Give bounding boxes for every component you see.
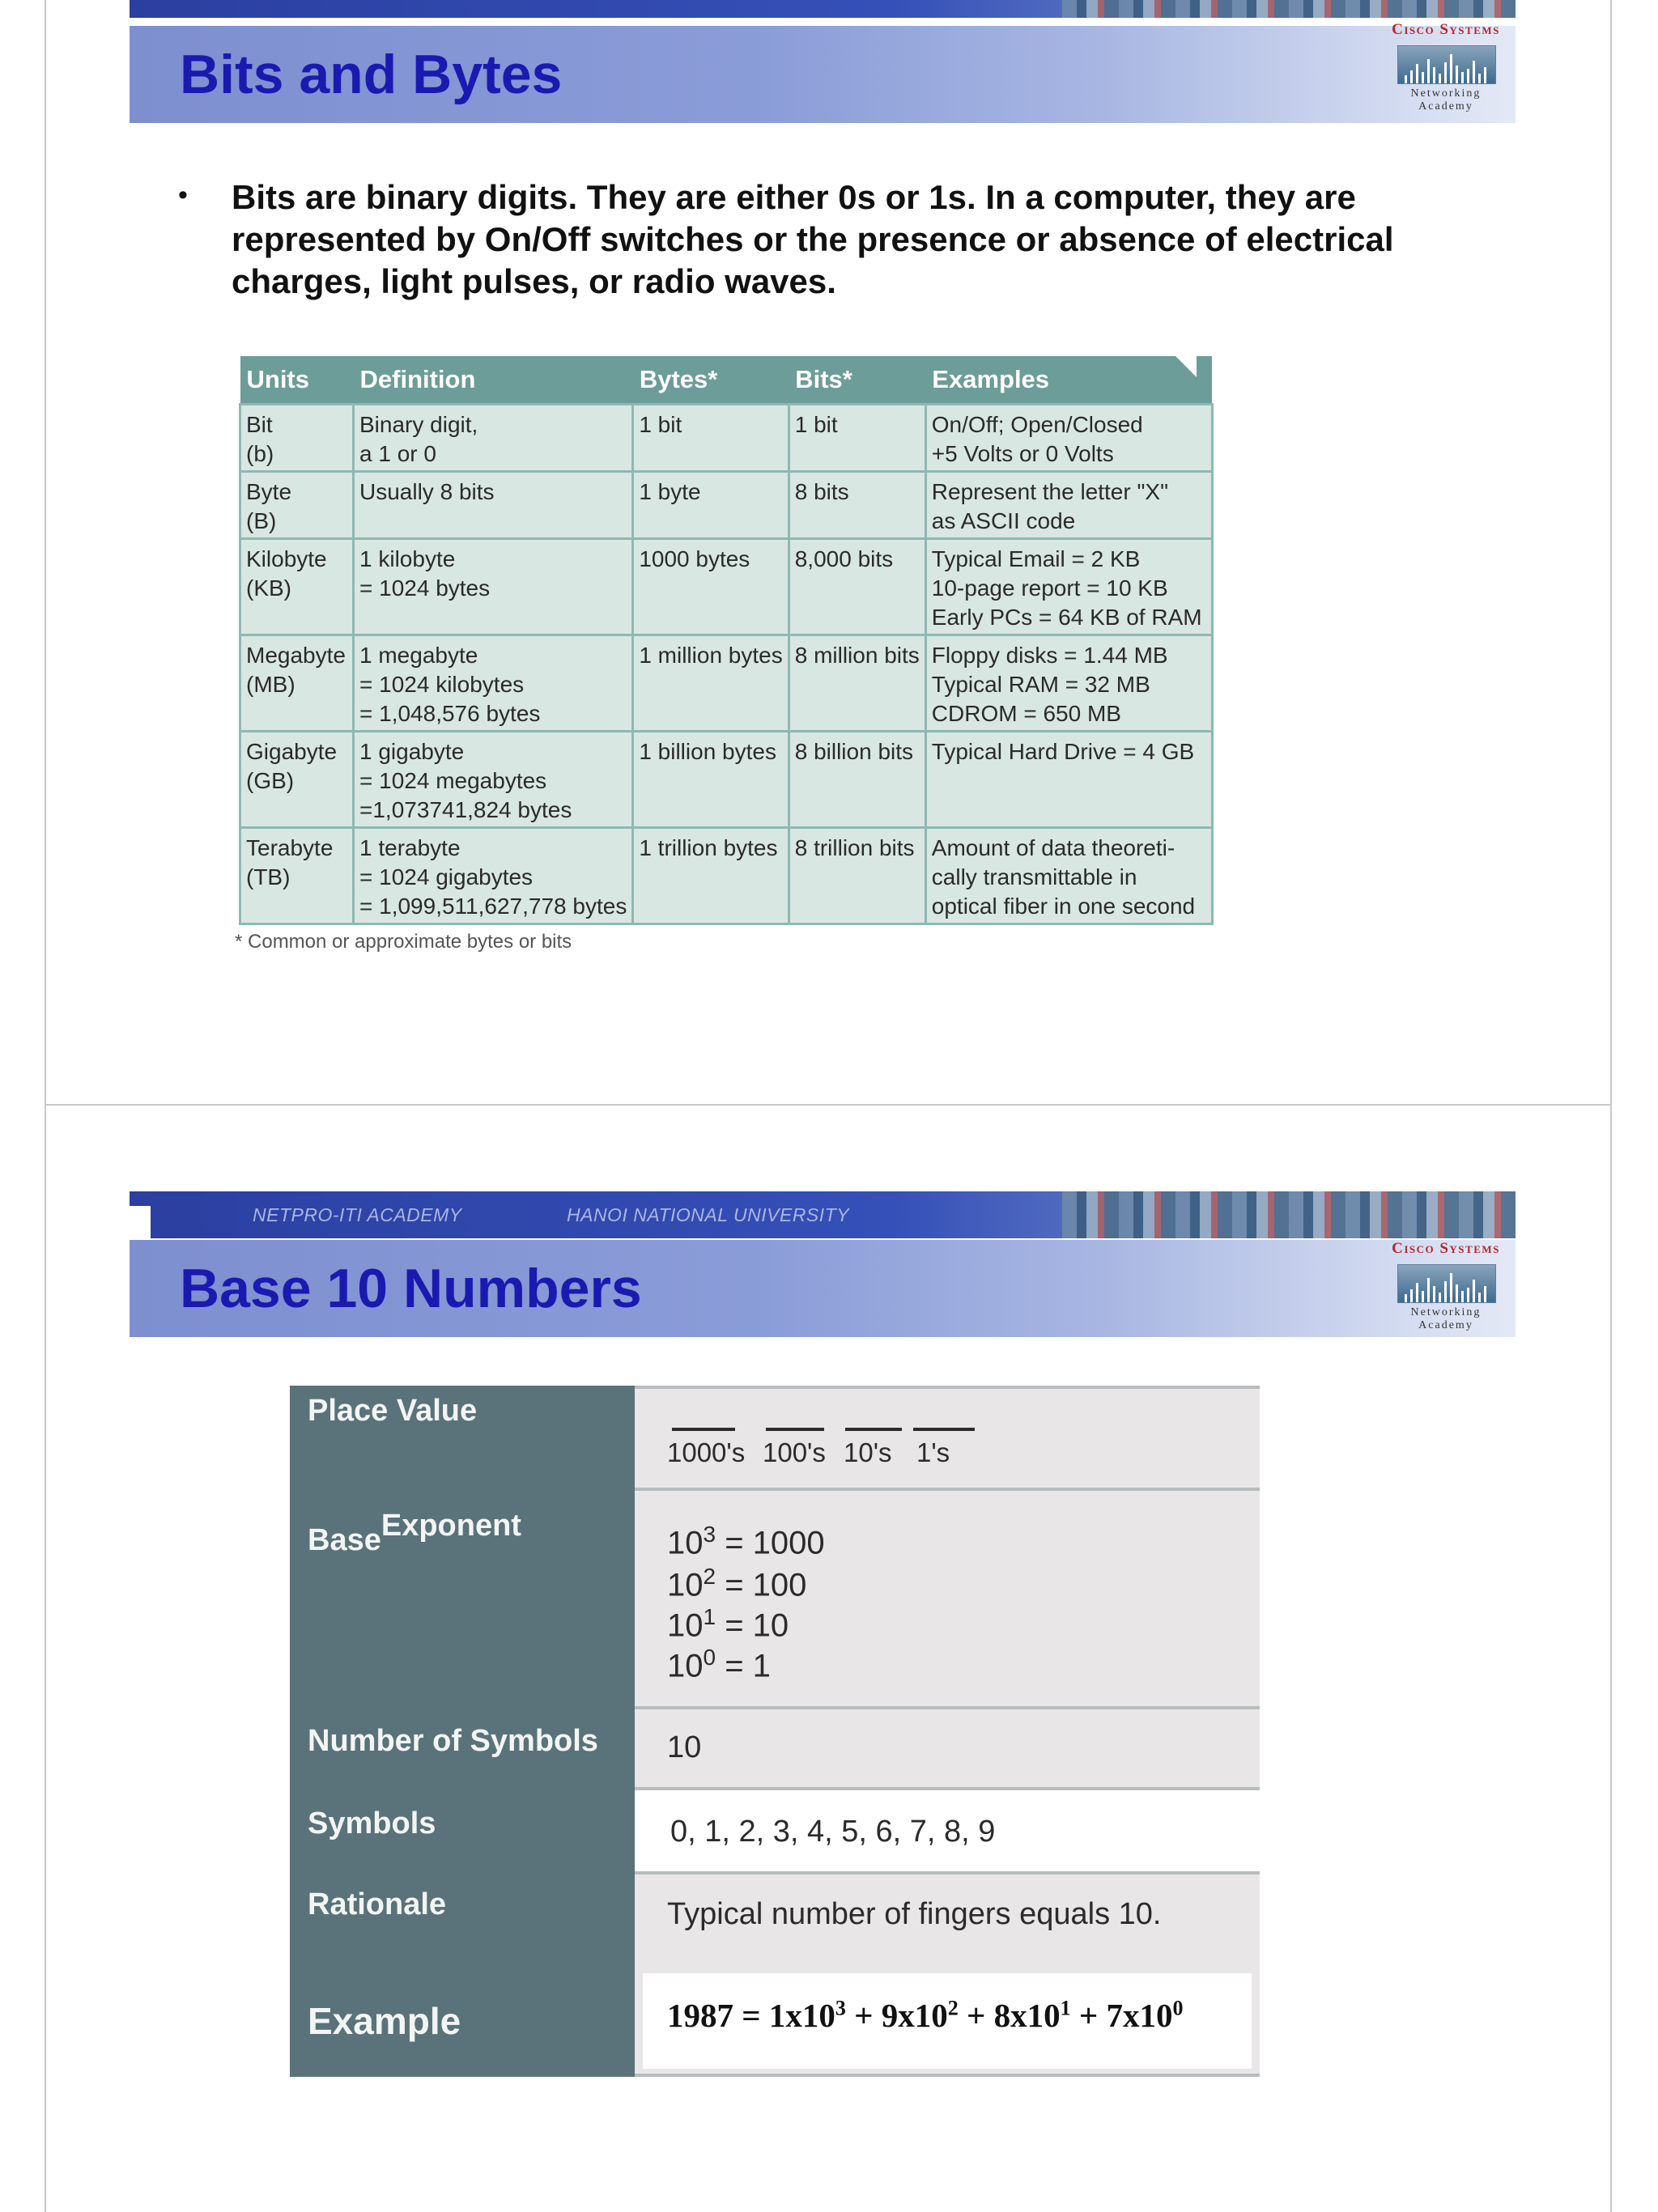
example-exp: 1 — [1060, 1996, 1071, 2020]
table-footnote: * Common or approximate bytes or bits — [235, 931, 572, 953]
logo-bar — [1433, 1286, 1435, 1302]
power-base: 10 — [667, 1525, 704, 1561]
cell-bytes — [633, 472, 789, 539]
cell-line: =1,073741,824 bytes — [359, 797, 572, 822]
power-result: = 1 — [725, 1648, 771, 1684]
place-10s: 10's — [844, 1437, 892, 1467]
cell-line: Early PCs = 64 KB of RAM — [931, 605, 1202, 630]
example-term: 1x10 — [768, 1997, 835, 2034]
example-term: 7x10 — [1106, 1997, 1173, 2034]
cell-line: Typical RAM = 32 MB — [931, 672, 1150, 697]
cell-line: 1 terabyte — [359, 835, 461, 860]
cisco-logo — [1389, 21, 1503, 118]
logo-bar — [1478, 74, 1481, 83]
label-example: Example — [308, 2000, 461, 2042]
cell-examples — [925, 472, 1212, 539]
logo-line1: Networking — [1410, 87, 1482, 100]
cell-line: 8 million bits — [794, 643, 920, 668]
power-result: = 10 — [725, 1607, 789, 1644]
cisco-bridge-icon — [1397, 45, 1496, 84]
logo-bar — [1444, 1281, 1447, 1302]
logo-bar — [1467, 1288, 1469, 1302]
cell-line: Typical Email = 2 KB — [931, 546, 1141, 571]
label-rationale: Rationale — [308, 1887, 447, 1921]
logo-line1: Networking — [1410, 1306, 1482, 1318]
cisco-brand: Cisco Systems — [1392, 21, 1500, 38]
cell-line: a 1 or 0 — [359, 441, 436, 466]
logo-bar — [1450, 1273, 1452, 1302]
cell-line: 1 megabyte — [359, 643, 478, 668]
base10-table — [290, 1386, 1260, 2077]
bullet-text: Bits are binary digits. They are either 0s or 1s. In a computer, they are represented by On/Off switches or the presence or absence of electrical charges, light pulses, or radio waves. — [232, 178, 1394, 300]
table-row — [240, 635, 1213, 732]
cell-line: 8 billion bits — [794, 739, 914, 764]
cell-line: cally transmittable in — [931, 864, 1137, 889]
place-blank — [913, 1428, 975, 1431]
cell-bits — [789, 405, 925, 472]
cell-line: = 1024 megabytes — [359, 768, 547, 793]
cell-number-of-symbols — [635, 1709, 1260, 1790]
power-exp: 2 — [703, 1564, 716, 1589]
logo-bar — [1427, 1278, 1430, 1302]
power-line — [667, 1522, 825, 1561]
cell-line: 10-page report = 10 KB — [931, 575, 1168, 601]
cell-line: 1 kilobyte — [359, 546, 456, 571]
slide1-title-band — [130, 26, 1516, 123]
cell-definition — [354, 828, 633, 924]
logo-bar — [1484, 67, 1486, 83]
header-units: Units — [240, 356, 354, 405]
cell-bits — [789, 635, 925, 732]
cell-definition — [354, 635, 633, 732]
cell-bits — [789, 828, 925, 924]
table-row — [240, 472, 1213, 539]
label-base: Base — [308, 1523, 381, 1557]
cell-examples — [925, 828, 1212, 924]
logo-bar — [1444, 62, 1447, 83]
cell-line: Amount of data theoreti- — [931, 835, 1175, 860]
cell-line: Usually 8 bits — [359, 479, 495, 504]
example-exp: 3 — [835, 1996, 846, 2020]
number-of-symbols-value: 10 — [667, 1730, 702, 1764]
logo-bar — [1467, 69, 1469, 83]
logo-bar — [1410, 70, 1413, 83]
place-1s: 1's — [916, 1437, 950, 1467]
cell-bytes — [633, 828, 789, 924]
cisco-logo — [1389, 1240, 1503, 1337]
cell-definition — [354, 539, 633, 635]
cell-line: = 1,099,511,627,778 bytes — [359, 894, 627, 919]
rationale-value: Typical number of fingers equals 10. — [667, 1897, 1162, 1931]
cell-units — [240, 732, 354, 828]
example-op: + — [967, 1997, 986, 2034]
cell-line: 1 billion bytes — [639, 739, 776, 764]
cell-definition — [354, 405, 633, 472]
example-term: 8x10 — [993, 1997, 1061, 2034]
cell-symbols — [635, 1790, 1260, 1874]
cell-line: (KB) — [246, 575, 291, 601]
cell-line: 8 trillion bits — [794, 835, 915, 860]
cell-bits — [789, 539, 925, 635]
cell-line: = 1024 gigabytes — [359, 864, 534, 889]
table-row — [240, 405, 1213, 472]
logo-bar — [1461, 72, 1464, 83]
logo-bar — [1405, 75, 1407, 83]
example-formula — [667, 1996, 1184, 2035]
power-line — [667, 1564, 806, 1603]
cisco-academy-text — [1389, 87, 1503, 113]
cell-example — [643, 1973, 1252, 2069]
place-100s: 100's — [763, 1437, 826, 1467]
cell-line: Bit — [246, 412, 273, 437]
table-row — [240, 732, 1213, 828]
cell-line: 1000 bytes — [639, 546, 750, 571]
example-op: + — [854, 1997, 874, 2034]
symbols-value: 0, 1, 2, 3, 4, 5, 6, 7, 8, 9 — [670, 1815, 996, 1849]
cell-units — [240, 472, 354, 539]
label-exponent: Exponent — [380, 1509, 521, 1543]
power-base: 10 — [667, 1648, 704, 1684]
cell-line: 1 bit — [794, 412, 838, 437]
logo-line2: Academy — [1418, 1319, 1473, 1331]
cell-powers — [635, 1491, 1260, 1709]
units-table — [239, 356, 1214, 925]
table-row — [240, 828, 1213, 924]
cell-examples — [925, 732, 1212, 828]
header-bytes: Bytes* — [633, 356, 789, 405]
cell-line: On/Off; Open/Closed — [931, 412, 1143, 437]
page-divider — [45, 1104, 1612, 1106]
header-definition: Definition — [354, 356, 633, 405]
label-number-of-symbols: Number of Symbols — [308, 1724, 598, 1758]
logo-bar — [1439, 1293, 1441, 1302]
example-exp: 0 — [1172, 1996, 1184, 2020]
logo-bar — [1473, 61, 1475, 83]
cell-units — [240, 539, 354, 635]
logo-bar — [1416, 1283, 1418, 1302]
cell-bits — [789, 732, 925, 828]
logo-bar — [1450, 54, 1452, 83]
logo-bar — [1439, 74, 1441, 83]
header-photo-strip — [1062, 0, 1516, 18]
academy-name: NETPRO-ITI ACADEMY — [253, 1204, 462, 1225]
power-line — [667, 1645, 771, 1684]
cell-units — [240, 828, 354, 924]
cell-line: Represent the letter "X" — [931, 479, 1169, 504]
cell-bytes — [633, 635, 789, 732]
cell-line: = 1024 bytes — [359, 575, 491, 601]
cell-units — [240, 405, 354, 472]
cell-bytes — [633, 405, 789, 472]
power-base: 10 — [667, 1567, 704, 1603]
cell-line: (b) — [246, 441, 274, 466]
cell-place-value — [635, 1386, 1260, 1491]
place-blank — [845, 1428, 902, 1431]
university-name: HANOI NATIONAL UNIVERSITY — [567, 1204, 850, 1225]
slide1-top-strip — [130, 0, 1516, 18]
place-blank — [766, 1428, 824, 1431]
cisco-academy-text — [1389, 1306, 1503, 1332]
cell-bytes — [633, 732, 789, 828]
cell-examples — [925, 405, 1212, 472]
example-op: + — [1078, 1997, 1099, 2034]
cell-line: Typical Hard Drive = 4 GB — [931, 739, 1195, 764]
cell-definition — [354, 472, 633, 539]
slide2-title-band — [130, 1240, 1516, 1337]
cell-line: Kilobyte — [246, 546, 327, 571]
logo-bar — [1473, 1280, 1475, 1302]
power-line — [667, 1604, 789, 1644]
cell-line: Megabyte — [246, 643, 346, 668]
cell-line: as ASCII code — [931, 508, 1076, 533]
base10-value-column — [635, 1386, 1260, 2077]
strip-notch — [130, 1206, 151, 1238]
example-exp: 2 — [947, 1996, 959, 2020]
place-blank — [672, 1428, 735, 1431]
bullet-icon: • — [178, 180, 188, 210]
example-term: 9x10 — [881, 1997, 948, 2034]
label-place-value: Place Value — [308, 1394, 478, 1428]
logo-bar — [1484, 1286, 1486, 1302]
cell-line: 1 bit — [639, 412, 682, 437]
table-row — [240, 539, 1213, 635]
table-corner — [1175, 356, 1197, 377]
cell-line: 1 byte — [639, 479, 701, 504]
power-exp: 0 — [703, 1645, 716, 1670]
logo-bar — [1405, 1294, 1407, 1302]
cell-bits — [789, 472, 925, 539]
logo-bar — [1410, 1289, 1413, 1302]
logo-bar — [1427, 59, 1430, 83]
logo-bar — [1478, 1293, 1481, 1302]
cell-line: (B) — [246, 508, 277, 533]
cell-line: Floppy disks = 1.44 MB — [931, 643, 1168, 668]
cell-line: Byte — [246, 479, 292, 504]
cell-examples — [925, 635, 1212, 732]
place-1000s: 1000's — [667, 1437, 746, 1467]
base10-label-column — [290, 1386, 635, 2077]
header-examples: Examples — [925, 356, 1212, 405]
cell-examples — [925, 539, 1212, 635]
logo-bar — [1456, 66, 1458, 83]
cell-line: optical fiber in one second — [931, 894, 1196, 919]
example-lhs: 1987 = — [667, 1997, 761, 2034]
cell-line: Terabyte — [246, 835, 334, 860]
cisco-bridge-icon — [1397, 1264, 1496, 1303]
power-exp: 1 — [703, 1604, 716, 1629]
power-result: = 1000 — [725, 1525, 825, 1561]
logo-bar — [1461, 1291, 1464, 1302]
cell-line: (GB) — [246, 768, 295, 793]
header-photo-strip — [1062, 1191, 1516, 1238]
table-header-row — [240, 356, 1213, 405]
cell-units — [240, 635, 354, 732]
cell-line: = 1024 kilobytes — [359, 672, 525, 697]
label-base-exponent — [308, 1509, 521, 1558]
cisco-brand: Cisco Systems — [1392, 1240, 1500, 1257]
units-table-body — [240, 405, 1213, 924]
cell-line: Binary digit, — [359, 412, 478, 437]
slide-title: Base 10 Numbers — [180, 1258, 642, 1319]
cell-line: 1 gigabyte — [359, 739, 465, 764]
cell-bytes — [633, 539, 789, 635]
power-result: = 100 — [725, 1567, 807, 1603]
header-bits: Bits* — [789, 356, 925, 405]
logo-bar — [1433, 67, 1435, 83]
cell-line: CDROM = 650 MB — [931, 701, 1121, 726]
slide-title: Bits and Bytes — [180, 44, 563, 105]
cell-line: 1 trillion bytes — [639, 835, 778, 860]
cell-rationale — [635, 1874, 1260, 1973]
cell-line: Gigabyte — [246, 739, 338, 764]
power-base: 10 — [667, 1607, 704, 1644]
logo-bar — [1416, 64, 1418, 83]
logo-line2: Academy — [1418, 100, 1473, 113]
logo-bar — [1422, 1291, 1424, 1302]
logo-bar — [1456, 1284, 1458, 1302]
logo-bar — [1422, 72, 1424, 83]
cell-definition — [354, 732, 633, 828]
cell-line: 8,000 bits — [794, 546, 894, 571]
power-exp: 3 — [703, 1522, 716, 1547]
cell-line: (TB) — [246, 864, 291, 889]
label-symbols: Symbols — [308, 1807, 436, 1841]
cell-line: +5 Volts or 0 Volts — [931, 441, 1114, 466]
cell-line: 8 bits — [794, 479, 849, 504]
cell-line: = 1,048,576 bytes — [359, 701, 541, 726]
cell-line: (MB) — [246, 672, 295, 697]
cell-line: 1 million bytes — [639, 643, 783, 668]
slide2-top-strip — [130, 1191, 1516, 1238]
